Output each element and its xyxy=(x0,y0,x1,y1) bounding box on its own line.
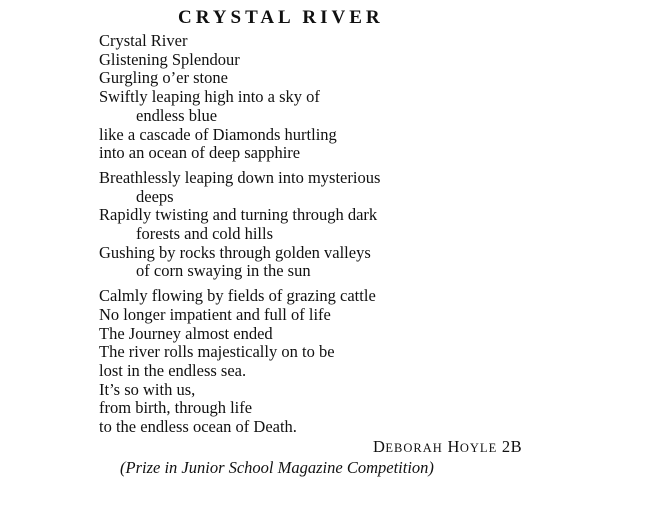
poem-line: Glistening Splendour xyxy=(99,49,240,69)
poem-line: Calmly flowing by fields of grazing cattle xyxy=(99,286,376,306)
author-first-rest: EBORAH xyxy=(385,441,443,455)
poem-line: of corn swaying in the sun xyxy=(136,261,311,281)
poem-line: The Journey almost ended xyxy=(99,323,273,343)
poem-line: It’s so with us, xyxy=(99,379,196,399)
author-last-rest: OYLE xyxy=(459,441,498,455)
poem-line: The river rolls majestically on to be xyxy=(99,342,335,362)
poem-line: lost in the endless sea. xyxy=(99,360,247,380)
poem-line: forests and cold hills xyxy=(136,224,274,244)
poem-line: from birth, through life xyxy=(99,398,253,418)
prize-note: (Prize in Junior School Magazine Competition) xyxy=(120,458,434,477)
poem-line: into an ocean of deep sapphire xyxy=(99,143,301,163)
poem-line: Crystal River xyxy=(99,31,188,50)
author-last-initial: H xyxy=(447,437,460,456)
poem-line: to the endless ocean of Death. xyxy=(99,417,297,437)
poem-body xyxy=(99,32,619,437)
poem-line: Gurgling o’er stone xyxy=(99,68,228,88)
poem-line: Gushing by rocks through golden valleys xyxy=(99,242,371,262)
poem-line: Swiftly leaping high into a sky of xyxy=(99,87,320,107)
poem-line: deeps xyxy=(136,186,174,206)
poem-line: Breathlessly leaping down into mysterious xyxy=(99,167,381,187)
author-first-initial: D xyxy=(373,437,386,456)
poem-line: Rapidly twisting and turning through dark xyxy=(99,205,378,225)
poem-line: No longer impatient and full of life xyxy=(99,304,331,324)
poem-line: like a cascade of Diamonds hurtling xyxy=(99,124,337,144)
poem-title: CRYSTAL RIVER xyxy=(178,7,384,28)
author-form: 2B xyxy=(501,437,523,456)
poem-line: endless blue xyxy=(136,105,218,125)
author-byline xyxy=(373,437,522,457)
